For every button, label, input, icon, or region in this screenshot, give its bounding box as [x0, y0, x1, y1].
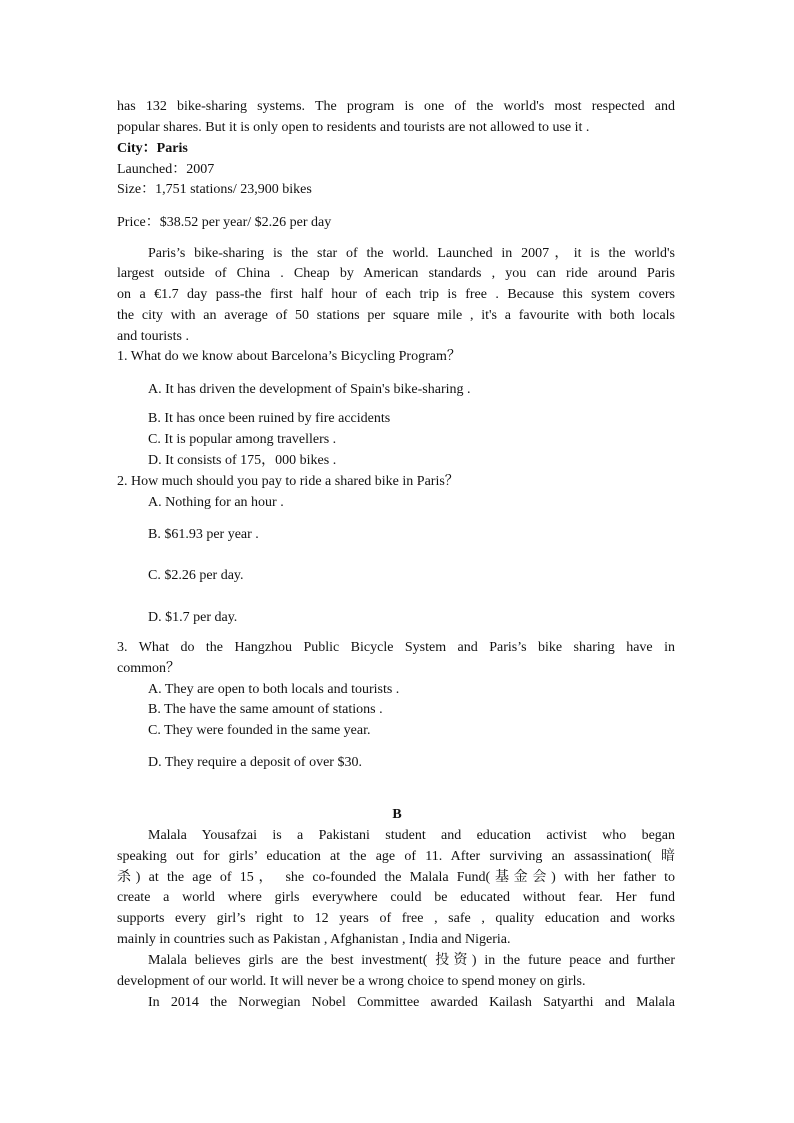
- question-3-option-d: D. They require a deposit of over $30.: [148, 755, 362, 770]
- question-3-option-c: C. They were founded in the same year.: [148, 723, 371, 738]
- city-label: City：: [117, 141, 157, 156]
- question-3-option-a: A. They are open to both locals and tourists .: [148, 682, 400, 697]
- city-row: [117, 140, 675, 158]
- question-3-stem-line-2: common？: [117, 661, 180, 676]
- paris-paragraph-line: largest outside of China . Cheap by American standards , you can ride around Paris: [117, 266, 675, 281]
- malala-paragraph-line: mainly in countries such as Pakistan , Afghanistan , India and Nigeria.: [117, 932, 511, 947]
- question-1-stem: 1. What do we know about Barcelona’s Bicycling Program？: [117, 349, 461, 364]
- intro-line-1: has 132 bike-sharing systems. The program is one of the world's most respected and: [117, 99, 675, 114]
- malala-paragraph-line: create a world where girls everywhere could be educated without fear. Her fund: [117, 890, 675, 905]
- question-1-option-a: A. It has driven the development of Spain's bike-sharing .: [148, 382, 471, 397]
- section-b-heading: B: [392, 807, 402, 822]
- intro-line-2: popular shares. But it is only open to residents and tourists are not allowed to use it .: [117, 120, 590, 135]
- question-1-option-d: D. It consists of 175，000 bikes .: [148, 453, 337, 468]
- price-row: Price：$38.52 per year/ $2.26 per day: [117, 215, 332, 230]
- question-1-option-c: C. It is popular among travellers .: [148, 432, 337, 447]
- malala-paragraph-line: supports every girl’s right to 12 years of free , safe , quality education and works: [117, 911, 675, 926]
- question-1-option-b: B. It has once been ruined by fire accidents: [148, 411, 391, 426]
- question-3-option-b: B. The have the same amount of stations .: [148, 702, 383, 717]
- city-value: Paris: [156, 141, 188, 156]
- malala-paragraph-line: Malala believes girls are the best investment( 投资) in the future peace and further: [148, 953, 675, 968]
- size-row: Size：1,751 stations/ 23,900 bikes: [117, 182, 312, 197]
- question-2-stem: 2. How much should you pay to ride a shared bike in Paris？: [117, 474, 459, 489]
- malala-paragraph-line: development of our world. It will never be a wrong choice to spend money on girls.: [117, 974, 586, 989]
- question-2-option-d: D. $1.7 per day.: [148, 610, 238, 625]
- launched-row: Launched：2007: [117, 162, 215, 177]
- malala-paragraph-line: Malala Yousafzai is a Pakistani student and education activist who began: [148, 828, 675, 843]
- question-2-option-c: C. $2.26 per day.: [148, 568, 244, 583]
- malala-paragraph-line: 杀) at the age of 15， she co-founded the Malala Fund(基金会) with her father to: [117, 870, 675, 885]
- paris-paragraph-line: on a €1.7 day pass-the first half hour of each trip is free . Because this system covers: [117, 287, 675, 302]
- paris-paragraph-line: the city with an average of 50 stations per square mile , it's a favourite with both locals: [117, 308, 675, 323]
- paris-paragraph-line: and tourists .: [117, 329, 189, 344]
- malala-paragraph-line: speaking out for girls’ education at the age of 11. After surviving an assassination( 暗: [117, 849, 675, 864]
- malala-paragraph-line: In 2014 the Norwegian Nobel Committee awarded Kailash Satyarthi and Malala: [148, 995, 675, 1010]
- question-2-option-b: B. $61.93 per year .: [148, 527, 259, 542]
- question-2-option-a: A. Nothing for an hour .: [148, 495, 284, 510]
- paris-paragraph-line: Paris’s bike-sharing is the star of the world. Launched in 2007，it is the world's: [148, 246, 675, 261]
- question-3-stem-line-1: 3. What do the Hangzhou Public Bicycle System and Paris’s bike sharing have in: [117, 640, 675, 655]
